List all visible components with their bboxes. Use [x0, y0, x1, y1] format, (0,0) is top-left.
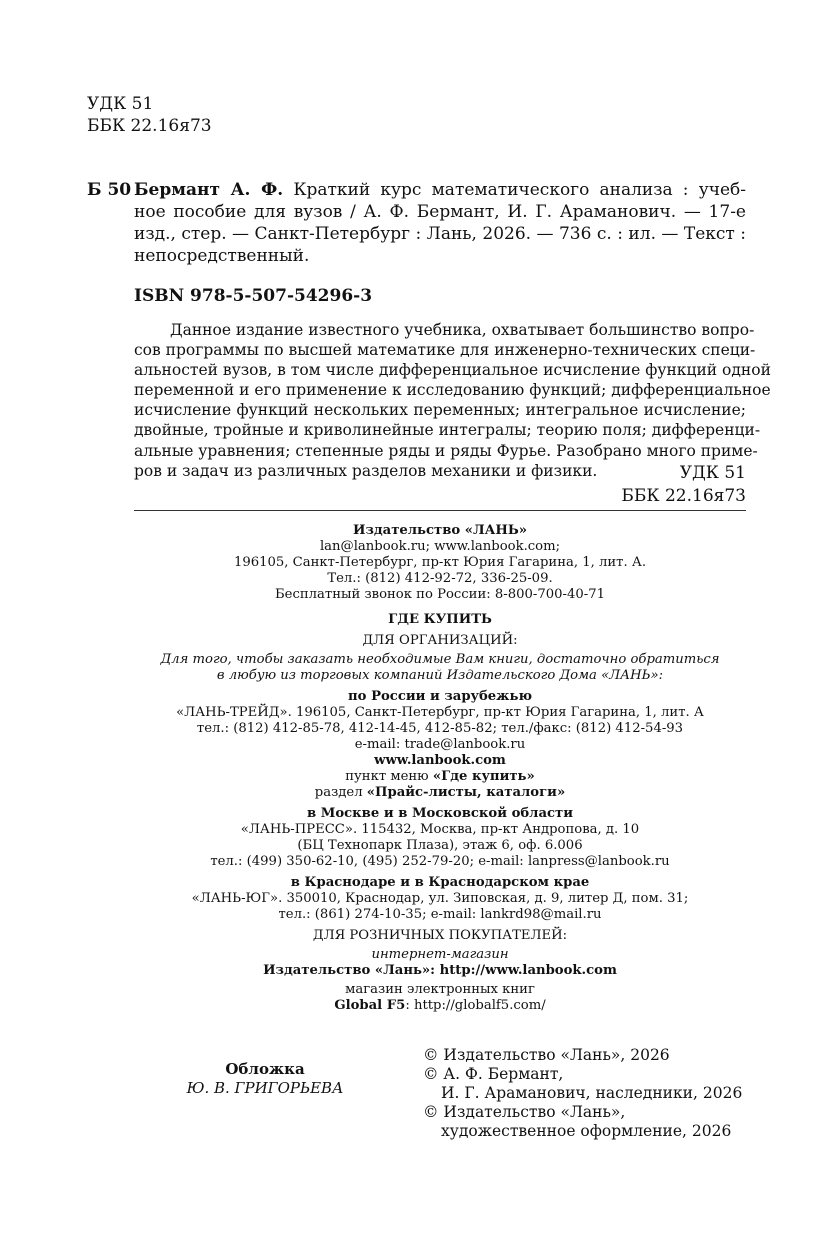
divider-rule	[134, 510, 746, 511]
publisher-phones: Тел.: (812) 412-92-72, 336-25-09.	[327, 571, 553, 586]
bib-line-1	[134, 179, 746, 201]
publisher-info	[134, 523, 746, 603]
org-intro: Для того, чтобы заказать необходимые Вам книги, достаточно обратиться	[160, 652, 720, 667]
russia-line: тел.: (812) 412-85-78, 412-14-45, 412-85-82; тел./факс: (812) 412-54-93	[196, 721, 684, 736]
krasnodar-line: «ЛАНЬ-ЮГ». 350010, Краснодар, ул. Зиповская, д. 9, литер Д, пом. 31;	[191, 891, 689, 906]
org-intro: в любую из торговых компаний Издательского Дома «ЛАНЬ»:	[216, 668, 664, 683]
moscow-line: тел.: (499) 350-62-10, (495) 252-79-20; e-mail: lanpress@lanbook.ru	[210, 854, 670, 869]
annotation-line: ров и задач из различных разделов механики и физики.	[134, 461, 598, 480]
publisher-address: 196105, Санкт-Петербург, пр-кт Юрия Гагарина, 1, лит. А.	[233, 555, 647, 570]
menu-item: «Где купить»	[432, 769, 535, 784]
cover-designer: Ю. В. ГРИГОРЬЕВА	[186, 1079, 344, 1097]
region-heading-krasnodar: в Краснодаре и в Краснодарском крае	[290, 875, 590, 890]
cover-label: Обложка	[225, 1060, 305, 1078]
bib-line-3: изд., стер. — Санкт-Петербург : Лань, 2026. — 736 с. : ил. — Текст :	[134, 224, 746, 244]
where-to-buy-heading: ГДЕ КУПИТЬ	[388, 612, 492, 627]
udk-top-block	[87, 93, 212, 137]
annotation-line: Данное издание известного учебника, охватывает большинство вопро-	[170, 321, 755, 339]
bib-line-4: непосредственный.	[134, 246, 310, 266]
copyright-line: © Издательство «Лань»,	[423, 1103, 626, 1121]
internet-store-line[interactable]: Издательство «Лань»: http://www.lanbook.com	[263, 963, 617, 978]
section-prefix: раздел	[314, 785, 367, 800]
copyright-line: И. Г. Араманович, наследники, 2026	[441, 1084, 743, 1102]
author-name: Бермант А. Ф.	[134, 180, 284, 200]
annotation-line: исчисление функций нескольких переменных; интегральное исчисление;	[134, 401, 746, 420]
ebook-store-line[interactable]	[134, 998, 746, 1014]
bbk-code: ББК 22.16я73	[621, 486, 746, 506]
section-line	[134, 785, 746, 801]
bibliographic-record	[134, 179, 746, 267]
internet-store-label: интернет-магазин	[371, 947, 509, 962]
ebook-store-label: магазин электронных книг	[345, 982, 535, 997]
annotation	[134, 320, 771, 481]
udk-bottom-block	[134, 462, 746, 508]
udk-code: УДК 51	[679, 463, 746, 483]
russia-line: e-mail: trade@lanbook.ru	[354, 737, 526, 752]
copyright-block	[423, 1046, 742, 1141]
krasnodar-line: тел.: (861) 274-10-35; e-mail: lankrd98@mail.ru	[278, 907, 602, 922]
annotation-line: альные уравнения; степенные ряды и ряды Фурье. Разобрано много приме-	[134, 441, 758, 460]
ebook-store-url: : http://globalf5.com/	[405, 998, 546, 1013]
annotation-line: переменной и его применение к исследованию функций; дифференциальное	[134, 381, 771, 400]
retail-heading: ДЛЯ РОЗНИЧНЫХ ПОКУПАТЕЛЕЙ:	[312, 928, 568, 943]
annotation-line: двойные, тройные и криволинейные интегралы; теорию поля; дифференци-	[134, 421, 761, 440]
cover-credit	[150, 1060, 380, 1098]
moscow-line: (БЦ Технопарк Плаза), этаж 6, оф. 6.006	[297, 838, 583, 853]
russia-line: «ЛАНЬ-ТРЕЙД». 196105, Санкт-Петербург, пр-кт Юрия Гагарина, 1, лит. А	[176, 705, 704, 720]
menu-item-line	[134, 769, 746, 785]
menu-prefix: пункт меню	[345, 769, 433, 784]
bib-line-1-rest: Краткий курс математического анализа : учеб-	[283, 180, 746, 200]
region-heading-russia: по России и зарубежью	[348, 689, 532, 704]
site-link[interactable]: www.lanbook.com	[374, 753, 506, 768]
copyright-line: © А. Ф. Бермант,	[423, 1065, 564, 1083]
copyright-line: © Издательство «Лань», 2026	[423, 1046, 670, 1064]
where-to-buy	[134, 612, 746, 1014]
copyright-line: художественное оформление, 2026	[441, 1122, 732, 1140]
publisher-name: Издательство «ЛАНЬ»	[352, 523, 527, 538]
bib-line-2: ное пособие для вузов / А. Ф. Бермант, И. Г. Араманович. — 17-е	[134, 202, 746, 222]
bibliographic-code: Б 50	[87, 180, 132, 200]
section-item: «Прайс-листы, каталоги»	[366, 785, 566, 800]
annotation-line: сов программы по высшей математике для инженерно-технических специ-	[134, 341, 756, 360]
udk-code: УДК 51	[87, 94, 154, 114]
annotation-line: альностей вузов, в том числе дифференциальное исчисление функций одной	[134, 361, 771, 380]
region-heading-moscow: в Москве и в Московской области	[306, 806, 574, 821]
publisher-free-call: Бесплатный звонок по России: 8-800-700-40-71	[274, 587, 606, 602]
moscow-line: «ЛАНЬ-ПРЕСС». 115432, Москва, пр-кт Андропова, д. 10	[240, 822, 640, 837]
ebook-store-name: Global F5	[334, 998, 406, 1013]
publisher-contacts: lan@lanbook.ru; www.lanbook.com;	[319, 539, 561, 554]
org-heading: ДЛЯ ОРГАНИЗАЦИЙ:	[362, 633, 518, 648]
bbk-code: ББК 22.16я73	[87, 116, 212, 136]
isbn: ISBN 978-5-507-54296-3	[134, 286, 373, 306]
